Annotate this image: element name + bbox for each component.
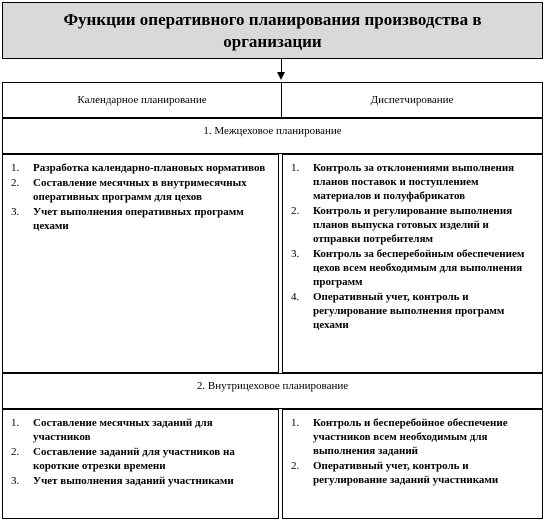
list-item-number: 3. (11, 206, 20, 218)
list-item-text: Составление заданий для участников на короткие отрезки времени (33, 446, 235, 472)
section1-calendar-list (2, 154, 279, 373)
list-item-number: 1. (11, 162, 20, 174)
list-item (291, 247, 534, 289)
section2-calendar-list (2, 409, 279, 519)
list-item (11, 445, 270, 473)
section-intradepartmental-planning: 2. Внутрицеховое планирование (2, 373, 543, 409)
list-item (291, 459, 534, 487)
section2-dispatching-list (282, 409, 543, 519)
list-item (291, 161, 534, 203)
list-item (11, 161, 270, 175)
list-item-text: Оперативный учет, контроль и регулирование заданий участниками (313, 460, 499, 486)
list-item-text: Учет выполнения оперативных программ цехами (33, 206, 244, 232)
list-item-number: 2. (291, 205, 300, 217)
list-item-number: 3. (11, 475, 20, 487)
list-item (11, 416, 270, 444)
list-item-number: 4. (291, 291, 300, 303)
list-item (291, 204, 534, 246)
list-item-number: 3. (291, 248, 300, 260)
section1-dispatching-list (282, 154, 543, 373)
header-dispatching: Диспетчирование (281, 82, 543, 118)
list-item-number: 2. (11, 177, 20, 189)
list-item-number: 2. (291, 460, 300, 472)
list-item-text: Разработка календарно-плановых нормативов (33, 162, 266, 174)
list-item-number: 2. (11, 446, 20, 458)
list-item-text: Контроль и регулирование выполнения планов выпуска готовых изделий и отправки потребителям (313, 205, 513, 245)
list-item-text: Контроль за отклонениями выполнения планов поставок и поступлением материалов и полуфабрикатов (313, 162, 515, 202)
list-item-text: Контроль за бесперебойным обеспечением цехов всем необходимым для выполнения программ (313, 248, 525, 288)
list-item-text: Оперативный учет, контроль и регулирование выполнения программ цехами (313, 291, 505, 331)
list-item-number: 1. (291, 162, 300, 174)
list-item-number: 1. (291, 417, 300, 429)
list-item (11, 176, 270, 204)
list-item (11, 205, 270, 233)
list-item (291, 416, 534, 458)
connector-arrow-line (281, 59, 282, 73)
list-item-text: Учет выполнения заданий участниками (33, 475, 234, 487)
diagram-title: Функции оперативного планирования производства в организации (2, 2, 543, 59)
list-item (291, 290, 534, 332)
list-item-number: 1. (11, 417, 20, 429)
list-item-text: Составление месячных заданий для участников (33, 417, 213, 443)
section-interdepartmental-planning: 1. Межцеховое планирование (2, 118, 543, 154)
arrow-down-icon (277, 72, 285, 80)
list-item-text: Составление месячных в внутримесячных оперативных программ для цехов (33, 177, 247, 203)
header-calendar-planning: Календарное планирование (2, 82, 282, 118)
list-item (11, 474, 270, 488)
list-item-text: Контроль и бесперебойное обеспечение участников всем необходимым для выполнения заданий (313, 417, 508, 457)
